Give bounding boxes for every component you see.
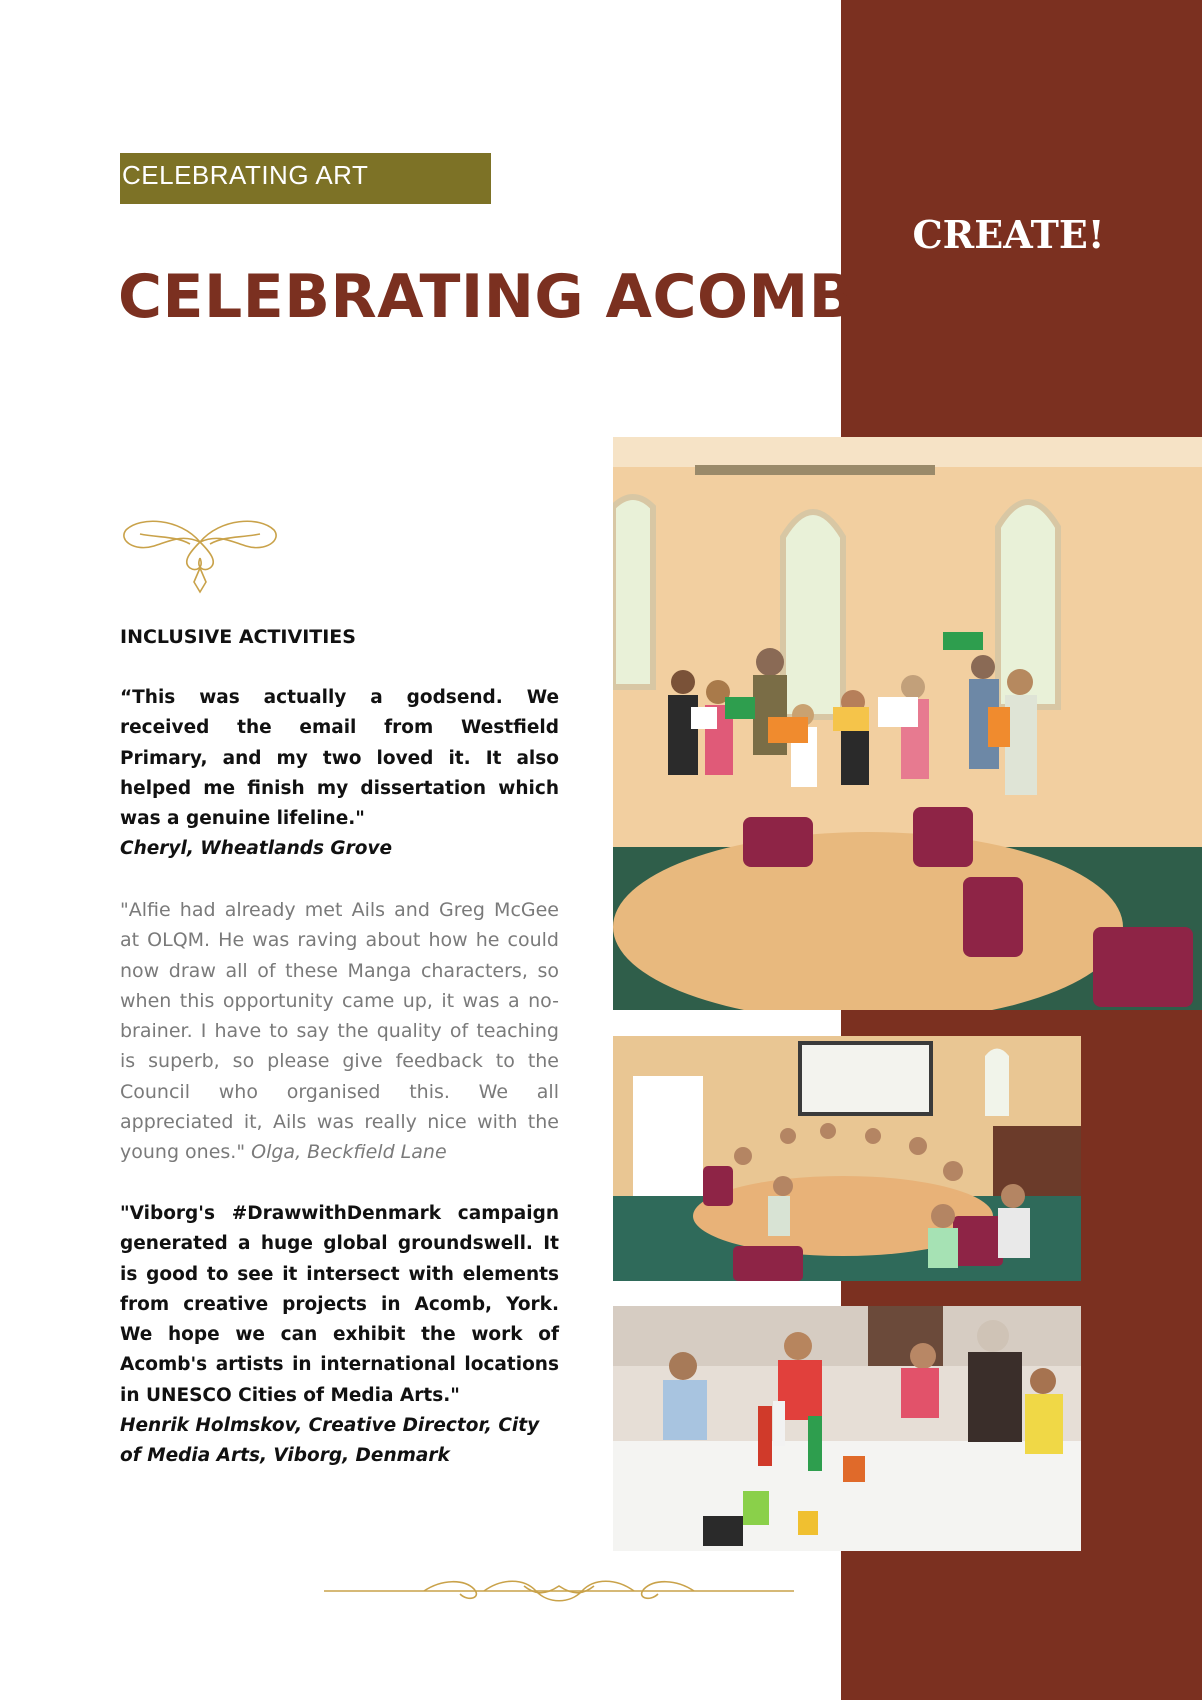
- classroom-hands-up-photo: [613, 1036, 1081, 1281]
- bottom-ornament-divider-icon: [324, 1574, 794, 1608]
- painting-activity-photo: [613, 1306, 1081, 1551]
- category-tag: CELEBRATING ART: [120, 153, 491, 204]
- quote-attribution: Henrik Holmskov, Creative Director, City of Media Arts, Viborg, Denmark: [120, 1415, 540, 1467]
- ornament-flourish-icon: [120, 512, 280, 596]
- quote-text: “This was actually a godsend. We received the email from Westfield Primary, and my two loved it. It also helped me finish my dissertation which was a genuine lifeline.": [120, 687, 559, 830]
- testimonial-quote: [120, 895, 559, 1168]
- quote-attribution: Cheryl, Wheatlands Grove: [120, 838, 393, 860]
- section-heading: INCLUSIVE ACTIVITIES: [120, 626, 356, 648]
- quote-attribution: Olga, Beckfield Lane: [251, 1141, 447, 1164]
- children-artwork-photo: [613, 437, 1202, 1010]
- quote-text: "Alfie had already met Ails and Greg McGee at OLQM. He was raving about how he could now draw all of these Manga characters, so when this opportunity came up, it was a no-brainer. I have to say the quality of teaching is superb, so please give feedback to the Council who organised this. We all appreciated it, Ails was really nice with the young ones.": [120, 899, 559, 1164]
- create-heading: CREATE!: [912, 212, 1105, 257]
- testimonial-quote: [120, 1199, 559, 1472]
- quote-text: "Viborg's #DrawwithDenmark campaign generated a huge global groundswell. It is good to see it intersect with elements from creative projects in Acomb, York. We hope we can exhibit the work of Acomb's artists in international locations in UNESCO Cities of Media Arts.": [120, 1203, 559, 1406]
- testimonial-quote: [120, 683, 559, 865]
- page-title: CELEBRATING ACOMB: [118, 262, 855, 332]
